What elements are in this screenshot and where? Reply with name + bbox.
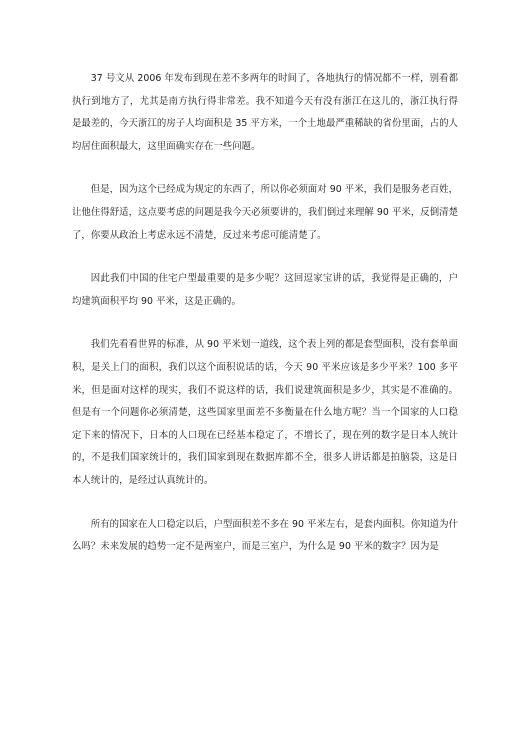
- paragraph-4: 我们先看看世界的标准，从 90 平米划一道线，这个表上列的都是套型面积，没有套单面积，是关上门的面积，我们以这个面积说话的话，今天 90 平米应该是多少平米？100 多平米，但是面对这样的现实，我们不说这样的话，我们说建筑面积是多少，其实是不准确的。但是有一个问题你必须清楚，这些国家里面差不多衡量在什么地方呢？当一个国家的人口稳定下来的情况下，日本的人口现在已经基本稳定了，不增长了，现在列的数字是日本人统计的，不是我们国家统计的，我们国家到现在数据库都不全，很多人讲话都是拍脑袋，这是日本人统计的，是经过认真统计的。: [72, 339, 458, 486]
- paragraph-1: 37 号文从 2006 年发布到现在差不多两年的时间了，各地执行的情况都不一样，别看都执行到地方了，尤其是南方执行得非常差。我不知道今天有没有浙江在这儿的，浙江执行得是最差的，今天浙江的房子人均面积是 35 平方米，一个土地最严重稀缺的省份里面，占的人均居住面积最大，这里面确实存在一些问题。: [72, 73, 458, 152]
- paragraph-5: 所有的国家在人口稳定以后，户型面积差不多在 90 平米左右，是套内面积。你知道为什么吗？未来发展的趋势一定不是两室户，而是三室户，为什么是 90 平米的数字？因为是: [72, 518, 458, 553]
- paragraph-2: 但是，因为这个已经成为规定的东西了，所以你必须面对 90 平米，我们是服务老百姓，让他住得舒适，这点要考虑的问题是我今天必须要讲的，我们倒过来理解 90 平米，反倒清楚了，你要从政治上考虑永远不清楚，反过来考虑可能清楚了。: [72, 184, 458, 241]
- document-page: [72, 68, 458, 580]
- paragraph-3: 因此我们中国的住宅户型最重要的是多少呢？这回逗家宝讲的话，我觉得是正确的，户均建筑面积平均 90 平米，这是正确的。: [72, 273, 458, 307]
